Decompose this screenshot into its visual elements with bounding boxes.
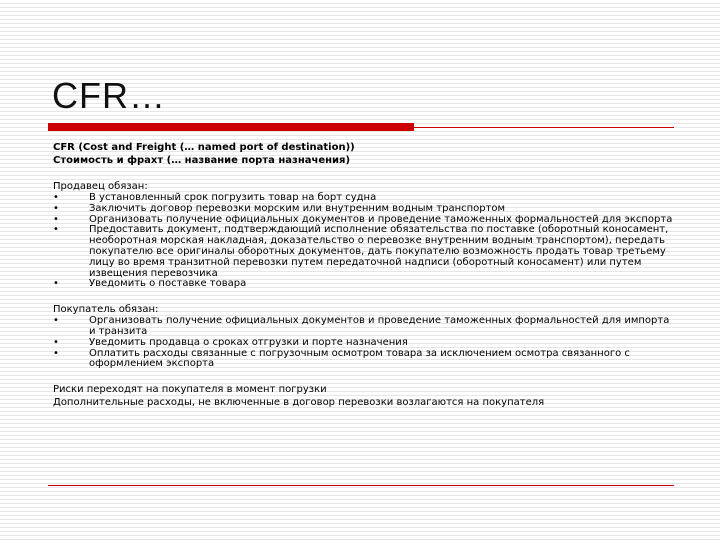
- bullet-icon: •: [53, 278, 59, 290]
- bullet-icon: •: [53, 224, 59, 236]
- list-item: [53, 349, 673, 371]
- list-item-text: Уведомить продавца о сроках отгрузки и порте назначения: [89, 336, 408, 348]
- title-underline: [48, 123, 674, 132]
- list-item-text: В установленный срок погрузить товар на борт судна: [89, 192, 377, 203]
- buyer-obligations-title: Покупатель обязан:: [53, 304, 159, 316]
- bullet-icon: •: [53, 347, 59, 359]
- bullet-icon: •: [53, 315, 59, 327]
- bullet-icon: •: [53, 192, 59, 203]
- footer-divider: [48, 485, 674, 486]
- term-heading: [53, 141, 673, 167]
- list-item-text: Организовать получение официальных документов и проведение таможенных формальностей для импорта и транзита: [89, 315, 670, 337]
- title-underline-thin-line: [414, 127, 674, 128]
- bullet-icon: •: [53, 202, 59, 214]
- spacer: [53, 290, 673, 303]
- cost-note: Дополнительные расходы, не включенные в договор перевозки возлагаются на покупателя: [53, 397, 545, 409]
- seller-obligations-title: Продавец обязан:: [53, 181, 148, 192]
- bullet-icon: •: [53, 336, 59, 348]
- slide-title: CFR…: [52, 75, 166, 116]
- term-heading-english: CFR (Cost and Freight (… named port of destination)): [53, 142, 355, 153]
- term-heading-russian: Стоимость и фрахт (… название порта назначения): [53, 155, 351, 166]
- list-item-text: Оплатить расходы связанные с погрузочным осмотром товара за исключением осмотра связанного с оформлением экспорта: [89, 347, 630, 370]
- list-item: [53, 225, 673, 279]
- seller-obligations-list: [53, 193, 673, 290]
- list-item: [53, 279, 673, 290]
- list-item-text: Предоставить документ, подтверждающий исполнение обязательства по поставке (оборотный коносамент, необоротная морская накладная, доказательство о перевозке внутренним водным транспортом), передать покупателю все оригиналы оборотных документов, дать покупателю возможность продать товар третьему лицу во время транзитной перевозки путем передаточной надписи (оборотный коносамент) или путем извещения перевозчика: [89, 224, 669, 279]
- list-item-text: Организовать получение официальных документов и проведение таможенных формальностей для экспорта: [89, 213, 673, 225]
- spacer: [53, 370, 673, 383]
- risk-notes: [53, 383, 673, 409]
- list-item-text: Уведомить о поставке товара: [89, 278, 247, 290]
- list-item-text: Заключить договор перевозки морским или внутренним водным транспортом: [89, 202, 506, 214]
- risk-note: Риски переходят на покупателя в момент погрузки: [53, 384, 327, 396]
- seller-obligations: [53, 180, 673, 290]
- title-underline-accent-bar: [48, 123, 414, 131]
- buyer-obligations-list: [53, 316, 673, 370]
- buyer-obligations: [53, 303, 673, 370]
- list-item: [53, 316, 673, 338]
- bullet-icon: •: [53, 213, 59, 225]
- slide-body: [53, 141, 673, 409]
